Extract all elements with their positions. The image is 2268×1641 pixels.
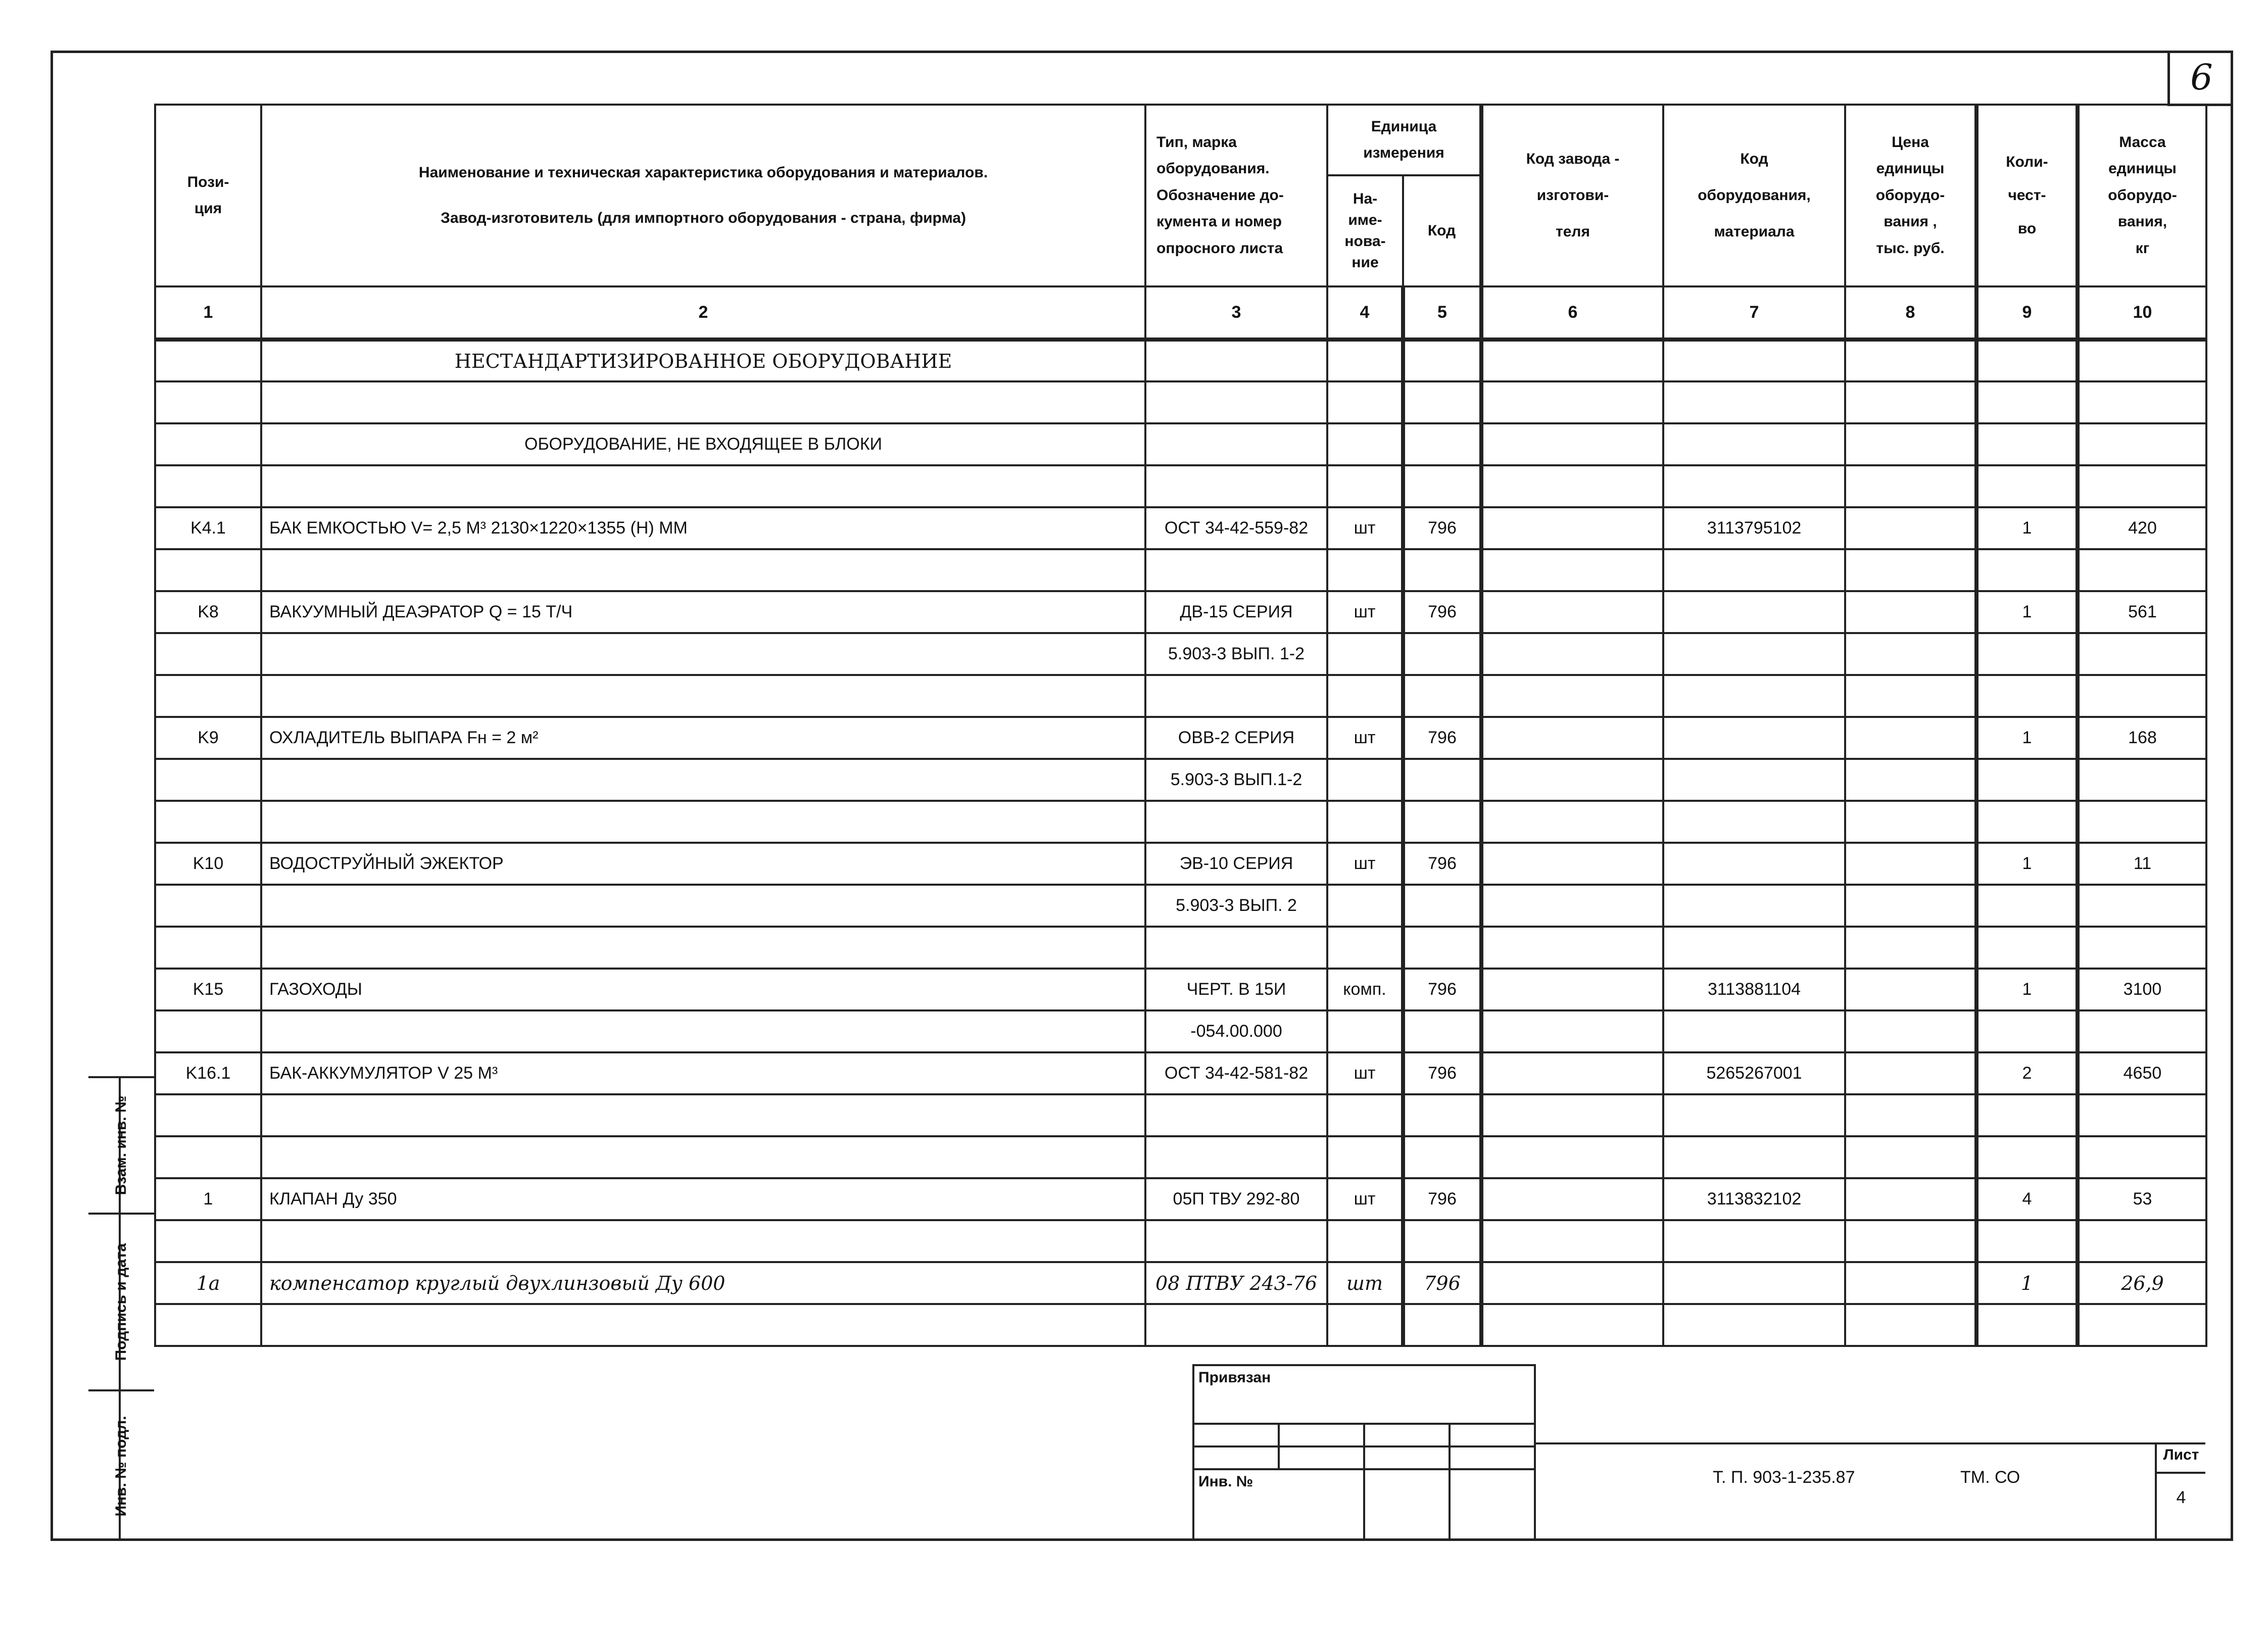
cell-price	[1845, 507, 1976, 549]
cell-type: 5.903-3 ВЫП. 2	[1145, 885, 1327, 927]
col-num-5: 5	[1403, 286, 1481, 340]
cell-name	[261, 633, 1145, 675]
cell-price	[1845, 843, 1976, 885]
cell-price	[1845, 759, 1976, 801]
binding-stamp	[1192, 1364, 1536, 1541]
col-num-9: 9	[1976, 286, 2078, 340]
cell-name: ОХЛАДИТЕЛЬ ВЫПАРА Fн = 2 м²	[261, 717, 1145, 759]
table-row	[155, 1262, 2206, 1304]
section-row	[155, 340, 2206, 381]
table-row	[155, 507, 2206, 549]
margin-inv-original: Инв. № подл.	[113, 1416, 129, 1517]
header-mass: Масса единицы оборудо- вания, кг	[2078, 105, 2206, 286]
section-title: НЕСТАНДАРТИЗИРОВАННОЕ ОБОРУДОВАНИЕ	[261, 340, 1145, 381]
cell-price	[1845, 1178, 1976, 1220]
cell-equipment-code: 5265267001	[1663, 1052, 1845, 1094]
cell-position	[155, 885, 261, 927]
item-rows	[155, 507, 2206, 1346]
cell-quantity: 1	[1976, 1262, 2078, 1304]
stamp-bound-label: Привязан	[1193, 1365, 1535, 1424]
cell-type: ОСТ 34-42-581-82	[1145, 1052, 1327, 1094]
cell-factory-code	[1481, 885, 1663, 927]
header-unit: Единица измерения	[1327, 105, 1481, 175]
cell-unit-code: 796	[1403, 843, 1481, 885]
cell-unit-code: 796	[1403, 591, 1481, 633]
cell-name	[261, 759, 1145, 801]
cell-quantity: 1	[1976, 591, 2078, 633]
cell-factory-code	[1481, 1178, 1663, 1220]
header-price: Цена единицы оборудо- вания , тыс. руб.	[1845, 105, 1976, 286]
cell-equipment-code: 3113832102	[1663, 1178, 1845, 1220]
cell-mass: 4650	[2078, 1052, 2206, 1094]
cell-unit: шт	[1327, 843, 1403, 885]
cell-price	[1845, 1052, 1976, 1094]
cell-factory-code	[1481, 633, 1663, 675]
cell-unit: шт	[1327, 507, 1403, 549]
cell-type: 05П ТВУ 292-80	[1145, 1178, 1327, 1220]
col-num-8: 8	[1845, 286, 1976, 340]
cell-name: компенсатор круглый двухлинзовый Ду 600	[261, 1262, 1145, 1304]
cell-name	[261, 885, 1145, 927]
header-unit-name: На- име- нова- ние	[1327, 175, 1403, 286]
cell-equipment-code	[1663, 759, 1845, 801]
cell-name: ВАКУУМНЫЙ ДЕАЭРАТОР Q = 15 Т/Ч	[261, 591, 1145, 633]
table-row	[155, 1010, 2206, 1052]
document-code: Т. П. 903-1-235.87	[1713, 1468, 1855, 1487]
col-num-10: 10	[2078, 286, 2206, 340]
cell-price	[1845, 1262, 1976, 1304]
cell-factory-code	[1481, 1010, 1663, 1052]
cell-quantity: 1	[1976, 969, 2078, 1010]
margin-signature-date: Подпись и дата	[88, 1215, 154, 1391]
col-num-2: 2	[261, 286, 1145, 340]
cell-quantity	[1976, 1010, 2078, 1052]
column-number-row	[155, 286, 2206, 340]
col-num-6: 6	[1481, 286, 1663, 340]
col-num-4: 4	[1327, 286, 1403, 340]
cell-position: K8	[155, 591, 261, 633]
cell-position	[155, 1010, 261, 1052]
cell-position: 1	[155, 1178, 261, 1220]
cell-mass	[2078, 633, 2206, 675]
table-row	[155, 1178, 2206, 1220]
cell-mass: 11	[2078, 843, 2206, 885]
cell-mass: 3100	[2078, 969, 2206, 1010]
table-row	[155, 717, 2206, 759]
header-factory-code: Код завода - изготови- теля	[1481, 105, 1663, 286]
cell-position	[155, 633, 261, 675]
cell-position	[155, 759, 261, 801]
cell-unit-code: 796	[1403, 969, 1481, 1010]
cell-quantity: 1	[1976, 717, 2078, 759]
cell-factory-code	[1481, 591, 1663, 633]
table-row	[155, 969, 2206, 1010]
cell-quantity: 4	[1976, 1178, 2078, 1220]
cell-equipment-code	[1663, 717, 1845, 759]
table-row	[155, 843, 2206, 885]
cell-position: K10	[155, 843, 261, 885]
header-position: Пози- ция	[155, 105, 261, 286]
header-equipment-code: Код оборудования, материала	[1663, 105, 1845, 286]
cell-unit-code	[1403, 633, 1481, 675]
cell-unit-code: 796	[1403, 1178, 1481, 1220]
sheet-label: Лист	[2163, 1446, 2199, 1463]
cell-unit-code	[1403, 885, 1481, 927]
cell-equipment-code	[1663, 843, 1845, 885]
cell-mass: 53	[2078, 1178, 2206, 1220]
document-mark: ТМ. СО	[1960, 1468, 2020, 1487]
cell-equipment-code	[1663, 591, 1845, 633]
cell-name: ГАЗОХОДЫ	[261, 969, 1145, 1010]
cell-quantity	[1976, 759, 2078, 801]
col-num-7: 7	[1663, 286, 1845, 340]
cell-equipment-code	[1663, 885, 1845, 927]
cell-price	[1845, 591, 1976, 633]
cell-position: K15	[155, 969, 261, 1010]
cell-unit-code: 796	[1403, 1052, 1481, 1094]
cell-unit: шт	[1327, 1262, 1403, 1304]
cell-name: БАК ЕМКОСТЬЮ V= 2,5 М³ 2130×1220×1355 (H) ММ	[261, 507, 1145, 549]
header-unit-code: Код	[1403, 175, 1481, 286]
sheet-box	[2155, 1442, 2205, 1541]
cell-factory-code	[1481, 1262, 1663, 1304]
cell-unit	[1327, 633, 1403, 675]
cell-unit: шт	[1327, 1052, 1403, 1094]
specification-table	[154, 104, 2207, 1347]
cell-unit-code: 796	[1403, 717, 1481, 759]
cell-unit-code	[1403, 759, 1481, 801]
cell-factory-code	[1481, 843, 1663, 885]
cell-factory-code	[1481, 717, 1663, 759]
cell-unit-code: 796	[1403, 507, 1481, 549]
cell-unit-code: 796	[1403, 1262, 1481, 1304]
table-row	[155, 1052, 2206, 1094]
cell-equipment-code	[1663, 1262, 1845, 1304]
table-row	[155, 759, 2206, 801]
cell-mass: 168	[2078, 717, 2206, 759]
margin-strip	[88, 1076, 154, 1541]
cell-price	[1845, 885, 1976, 927]
cell-equipment-code: 3113881104	[1663, 969, 1845, 1010]
cell-unit	[1327, 759, 1403, 801]
cell-type: 08 ПТВУ 243-76	[1145, 1262, 1327, 1304]
cell-unit	[1327, 885, 1403, 927]
cell-type: 5.903-3 ВЫП. 1-2	[1145, 633, 1327, 675]
cell-type: ЭВ-10 СЕРИЯ	[1145, 843, 1327, 885]
cell-factory-code	[1481, 1052, 1663, 1094]
cell-name	[261, 1010, 1145, 1052]
cell-type: ОСТ 34-42-559-82	[1145, 507, 1327, 549]
cell-equipment-code	[1663, 633, 1845, 675]
cell-mass: 561	[2078, 591, 2206, 633]
cell-quantity	[1976, 633, 2078, 675]
cell-type: ЧЕРТ. В 15И	[1145, 969, 1327, 1010]
header-name: Наименование и техническая характеристика оборудования и материалов. Завод-изготовитель (для импортного оборудования - страна, фирма)	[261, 105, 1145, 286]
cell-quantity: 1	[1976, 843, 2078, 885]
cell-position: K9	[155, 717, 261, 759]
header-quantity: Коли- чест- во	[1976, 105, 2078, 286]
cell-quantity: 1	[1976, 507, 2078, 549]
cell-position: 1а	[155, 1262, 261, 1304]
cell-price	[1845, 1010, 1976, 1052]
cell-mass	[2078, 885, 2206, 927]
cell-mass: 420	[2078, 507, 2206, 549]
table-row	[155, 591, 2206, 633]
title-block-line	[1536, 1442, 2205, 1444]
cell-mass	[2078, 759, 2206, 801]
cell-unit-code	[1403, 1010, 1481, 1052]
cell-equipment-code	[1663, 1010, 1845, 1052]
col-num-3: 3	[1145, 286, 1327, 340]
cell-factory-code	[1481, 759, 1663, 801]
cell-type: 5.903-3 ВЫП.1-2	[1145, 759, 1327, 801]
cell-name: ВОДОСТРУЙНЫЙ ЭЖЕКТОР	[261, 843, 1145, 885]
cell-mass: 26,9	[2078, 1262, 2206, 1304]
cell-unit: шт	[1327, 591, 1403, 633]
stamp-inv-label: Инв. №	[1193, 1469, 1364, 1540]
sheet-corner-number: 6	[2167, 51, 2233, 106]
margin-replaced-inv: Взам. инв. №	[88, 1078, 154, 1215]
cell-price	[1845, 717, 1976, 759]
cell-type: ОВВ-2 СЕРИЯ	[1145, 717, 1327, 759]
table-row	[155, 885, 2206, 927]
table-row	[155, 633, 2206, 675]
header-row	[155, 105, 2206, 175]
cell-quantity	[1976, 885, 2078, 927]
subsection-row	[155, 423, 2206, 465]
cell-name: КЛАПАН Ду 350	[261, 1178, 1145, 1220]
cell-equipment-code: 3113795102	[1663, 507, 1845, 549]
sheet-number: 4	[2176, 1488, 2186, 1507]
cell-mass	[2078, 1010, 2206, 1052]
cell-position: K16.1	[155, 1052, 261, 1094]
cell-unit: комп.	[1327, 969, 1403, 1010]
cell-price	[1845, 633, 1976, 675]
cell-type: ДВ-15 СЕРИЯ	[1145, 591, 1327, 633]
cell-type: -054.00.000	[1145, 1010, 1327, 1052]
cell-factory-code	[1481, 969, 1663, 1010]
cell-factory-code	[1481, 507, 1663, 549]
cell-unit: шт	[1327, 1178, 1403, 1220]
cell-unit: шт	[1327, 717, 1403, 759]
header-type: Тип, марка оборудования. Обозначение до- кумента и номер опросного листа	[1145, 105, 1327, 286]
cell-unit	[1327, 1010, 1403, 1052]
cell-quantity: 2	[1976, 1052, 2078, 1094]
cell-name: БАК-АККУМУЛЯТОР V 25 М³	[261, 1052, 1145, 1094]
col-num-1: 1	[155, 286, 261, 340]
cell-position: K4.1	[155, 507, 261, 549]
cell-price	[1845, 969, 1976, 1010]
subsection-title: ОБОРУДОВАНИЕ, НЕ ВХОДЯЩЕЕ В БЛОКИ	[261, 423, 1145, 465]
